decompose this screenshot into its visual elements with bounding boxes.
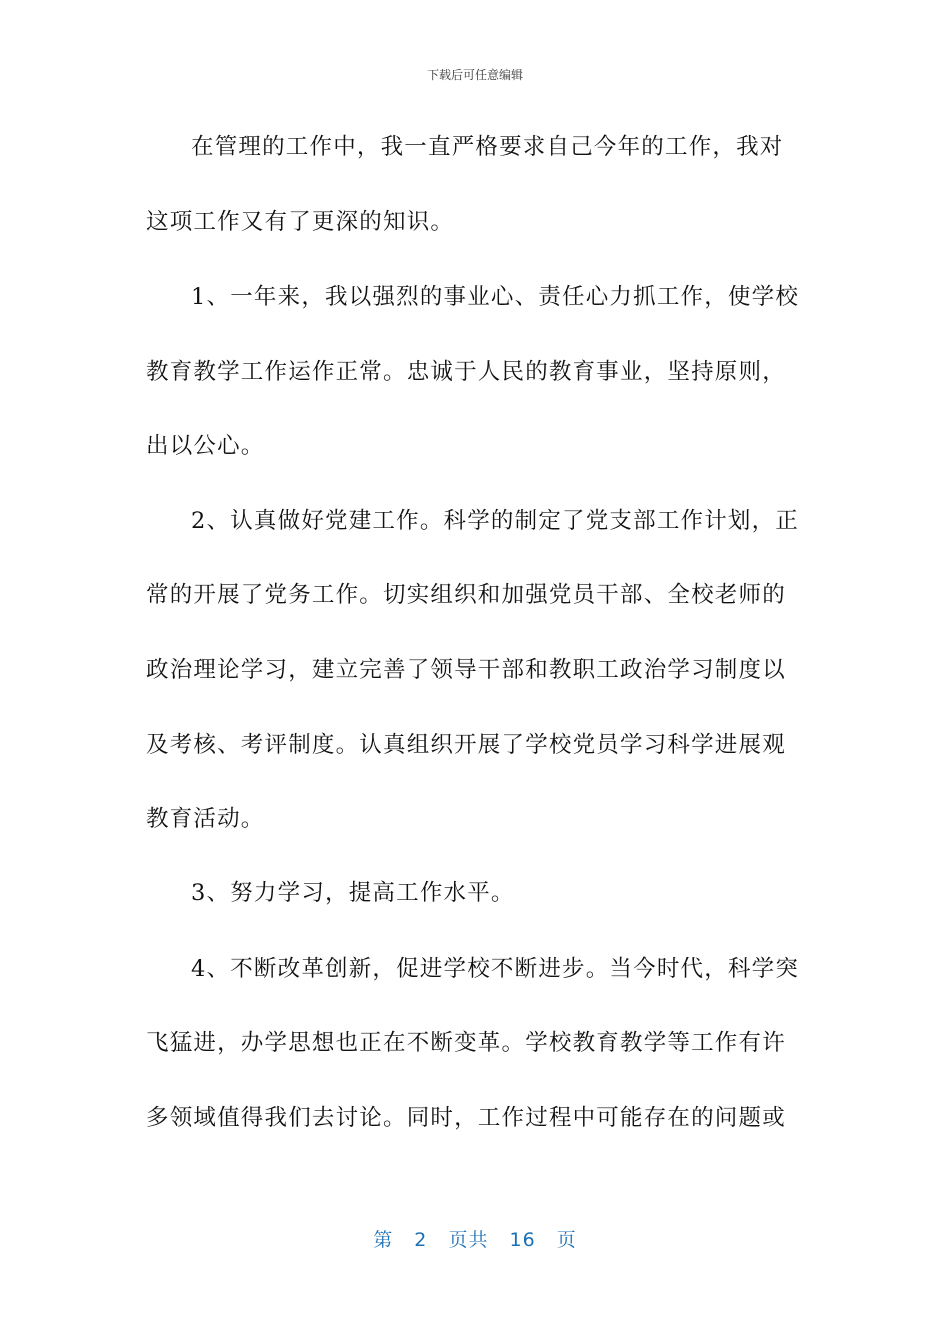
text-line: 教育活动。 xyxy=(146,806,265,832)
text-line: 政治理论学习，建立完善了领导干部和教职工政治学习制度以 xyxy=(146,657,786,683)
text-line: 出以公心。 xyxy=(146,433,265,459)
text-line: 及考核、考评制度。认真组织开展了学校党员学习科学进展观 xyxy=(146,732,786,758)
text-line: 3、努力学习，提高工作水平。 xyxy=(191,880,515,906)
page-number-prefix: 第 xyxy=(373,1229,394,1251)
page-number-suffix: 页 xyxy=(556,1229,577,1251)
total-page-count: 16 xyxy=(509,1229,536,1251)
page-number-middle: 页共 xyxy=(448,1229,489,1251)
page-footer xyxy=(0,1225,950,1252)
text-line: 飞猛进，办学思想也正在不断变革。学校教育教学等工作有许 xyxy=(146,1030,786,1056)
text-line: 常的开展了党务工作。切实组织和加强党员干部、全校老师的 xyxy=(146,582,786,608)
text-line: 教育教学工作运作正常。忠诚于人民的教育事业，坚持原则， xyxy=(146,359,786,385)
text-line: 在管理的工作中，我一直严格要求自己今年的工作，我对 xyxy=(191,134,784,160)
text-line: 2、认真做好党建工作。科学的制定了党支部工作计划，正 xyxy=(191,508,800,534)
text-line: 这项工作又有了更深的知识。 xyxy=(146,209,455,235)
text-line: 4、不断改革创新，促进学校不断进步。当今时代，科学突 xyxy=(191,956,800,982)
current-page-number: 2 xyxy=(414,1229,428,1251)
text-line: 多领域值得我们去讨论。同时，工作过程中可能存在的问题或 xyxy=(146,1105,786,1131)
text-line: 1、一年来，我以强烈的事业心、责任心力抓工作，使学校 xyxy=(191,284,800,310)
page-header-note: 下载后可任意编辑 xyxy=(426,68,523,82)
